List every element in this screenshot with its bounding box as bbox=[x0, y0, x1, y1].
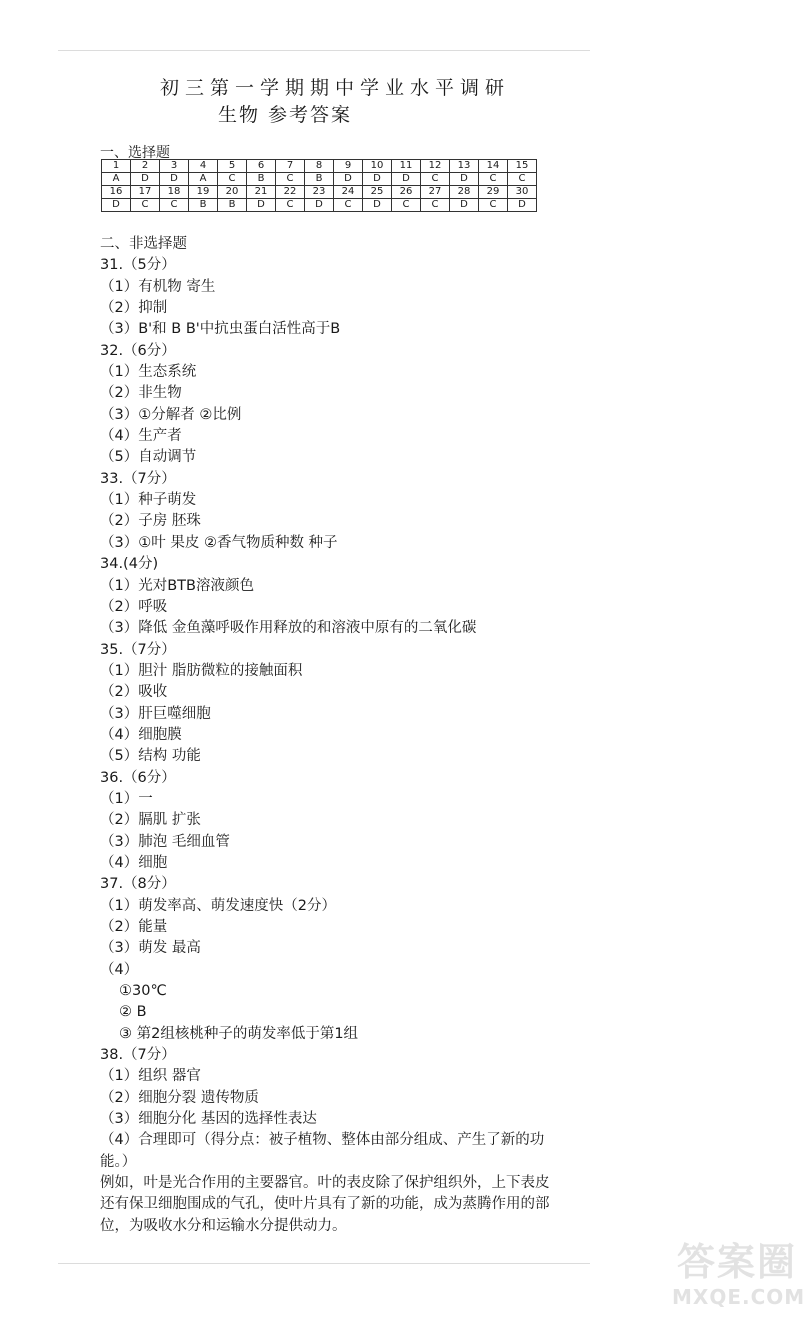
answer-line: 37.（8分） bbox=[100, 876, 176, 893]
answer-cell: D bbox=[450, 173, 479, 186]
answer-line: （2）非生物 bbox=[100, 385, 182, 402]
answer-cell: B bbox=[305, 173, 334, 186]
answer-cell: D bbox=[363, 199, 392, 212]
question-number-cell: 3 bbox=[160, 160, 189, 173]
answer-line: （5）自动调节 bbox=[100, 449, 197, 466]
answer-line: （1）生态系统 bbox=[100, 364, 197, 381]
answer-cell: D bbox=[102, 199, 131, 212]
page-title: 初三第一学期期中学业水平调研 bbox=[160, 77, 511, 99]
question-number-cell: 27 bbox=[421, 186, 450, 199]
answer-line: （1）组织 器官 bbox=[100, 1068, 201, 1085]
question-number-cell: 13 bbox=[450, 160, 479, 173]
answer-line: （5）结构 功能 bbox=[100, 748, 201, 765]
answer-line: （3）①叶 果皮 ②香气物质种数 种子 bbox=[100, 534, 338, 551]
watermark-logo: 答案圈 bbox=[676, 1240, 797, 1284]
answer-line: （1）光对BTB溶液颜色 bbox=[100, 577, 254, 594]
answers-body bbox=[100, 234, 560, 1237]
answer-cell: C bbox=[276, 173, 305, 186]
answer-line: （1）胆汁 脂肪微粒的接触面积 bbox=[100, 662, 303, 679]
answer-line: ② B bbox=[119, 1004, 147, 1021]
answer-line: （3）降低 金鱼藻呼吸作用释放的和溶液中原有的二氧化碳 bbox=[100, 620, 477, 637]
answer-cell: A bbox=[189, 173, 218, 186]
answer-paragraph: 例如，叶是光合作用的主要器官。叶的表皮除了保护组织外，上下表皮还有保卫细胞围成的气孔，使叶片具有了新的功能，成为蒸腾作用的部位，为吸收水分和运输水分提供动力。 bbox=[100, 1175, 550, 1234]
answer-line: （2）抑制 bbox=[100, 300, 168, 317]
question-number-cell: 7 bbox=[276, 160, 305, 173]
answer-line: （3）B'和 B B'中抗虫蛋白活性高于B bbox=[100, 321, 341, 338]
answer-line: （3）肺泡 毛细血管 bbox=[100, 833, 230, 850]
answer-line: （1）一 bbox=[100, 790, 153, 807]
answer-line: （4）细胞 bbox=[100, 854, 168, 871]
top-divider bbox=[58, 50, 590, 51]
answer-line: （1）萌发率高、萌发速度快（2分） bbox=[100, 897, 336, 914]
answer-cell: D bbox=[305, 199, 334, 212]
answer-cell: C bbox=[160, 199, 189, 212]
answer-cell: D bbox=[247, 199, 276, 212]
answer-line: （4） bbox=[100, 961, 139, 978]
question-number-cell: 10 bbox=[363, 160, 392, 173]
table-row bbox=[102, 199, 537, 212]
answer-cell: B bbox=[189, 199, 218, 212]
answer-line: 38.（7分） bbox=[100, 1047, 176, 1064]
question-number-cell: 9 bbox=[334, 160, 363, 173]
answer-cell: A bbox=[102, 173, 131, 186]
question-number-cell: 24 bbox=[334, 186, 363, 199]
watermark-site: MXQE.COM bbox=[672, 1285, 806, 1309]
answer-paragraph: （4）合理即可（得分点：被子植物、整体由部分组成、产生了新的功能。） bbox=[100, 1132, 545, 1170]
question-number-cell: 30 bbox=[508, 186, 537, 199]
answer-line: （3）①分解者 ②比例 bbox=[100, 406, 242, 423]
answer-line: 34.(4分) bbox=[100, 556, 159, 573]
answer-line: （2）细胞分裂 遗传物质 bbox=[100, 1089, 259, 1106]
answer-line: （2）膈肌 扩张 bbox=[100, 812, 201, 829]
answer-cell: D bbox=[450, 199, 479, 212]
question-number-cell: 6 bbox=[247, 160, 276, 173]
answer-cell: D bbox=[363, 173, 392, 186]
question-number-cell: 12 bbox=[421, 160, 450, 173]
table-row bbox=[102, 173, 537, 186]
answer-line: （4）细胞膜 bbox=[100, 726, 182, 743]
answer-line: （2）吸收 bbox=[100, 684, 168, 701]
answer-line: （3）萌发 最高 bbox=[100, 940, 201, 957]
answer-line: （1）有机物 寄生 bbox=[100, 278, 216, 295]
answer-table bbox=[101, 159, 537, 212]
answer-line: 35.（7分） bbox=[100, 641, 176, 658]
question-number-cell: 21 bbox=[247, 186, 276, 199]
question-number-cell: 22 bbox=[276, 186, 305, 199]
answer-cell: D bbox=[334, 173, 363, 186]
question-number-cell: 11 bbox=[392, 160, 421, 173]
answer-line: 33.（7分） bbox=[100, 470, 176, 487]
answer-cell: D bbox=[508, 199, 537, 212]
answer-cell: C bbox=[392, 199, 421, 212]
answer-cell: D bbox=[392, 173, 421, 186]
answer-line: ③ 第2组核桃种子的萌发率低于第1组 bbox=[119, 1025, 359, 1042]
question-number-cell: 25 bbox=[363, 186, 392, 199]
page-subtitle: 生物 参考答案 bbox=[218, 104, 353, 126]
answer-line: （2）呼吸 bbox=[100, 598, 168, 615]
answer-line: 二、非选择题 bbox=[100, 236, 187, 252]
answer-line: 32.（6分） bbox=[100, 342, 176, 359]
question-number-cell: 2 bbox=[131, 160, 160, 173]
answer-line: （3）细胞分化 基因的选择性表达 bbox=[100, 1111, 317, 1128]
answer-cell: C bbox=[479, 173, 508, 186]
question-number-cell: 8 bbox=[305, 160, 334, 173]
bottom-divider bbox=[58, 1263, 590, 1264]
table-row bbox=[102, 186, 537, 199]
question-number-cell: 18 bbox=[160, 186, 189, 199]
question-number-cell: 23 bbox=[305, 186, 334, 199]
question-number-cell: 4 bbox=[189, 160, 218, 173]
table-row bbox=[102, 160, 537, 173]
answer-line: （2）子房 胚珠 bbox=[100, 513, 201, 530]
answer-cell: C bbox=[334, 199, 363, 212]
answer-cell: C bbox=[479, 199, 508, 212]
answer-cell: D bbox=[160, 173, 189, 186]
answer-cell: B bbox=[218, 199, 247, 212]
question-number-cell: 1 bbox=[102, 160, 131, 173]
answer-cell: C bbox=[508, 173, 537, 186]
question-number-cell: 14 bbox=[479, 160, 508, 173]
watermark bbox=[672, 1240, 806, 1310]
answer-line: （3）肝巨噬细胞 bbox=[100, 705, 211, 722]
answer-line: （4）生产者 bbox=[100, 428, 182, 445]
answer-cell: C bbox=[131, 199, 160, 212]
question-number-cell: 20 bbox=[218, 186, 247, 199]
section-heading-choice: 一、选择题 bbox=[100, 145, 170, 161]
question-number-cell: 16 bbox=[102, 186, 131, 199]
answer-cell: D bbox=[131, 173, 160, 186]
question-number-cell: 19 bbox=[189, 186, 218, 199]
answer-cell: C bbox=[421, 199, 450, 212]
question-number-cell: 17 bbox=[131, 186, 160, 199]
answer-line: 36.（6分） bbox=[100, 769, 176, 786]
answer-line: 31.（5分） bbox=[100, 257, 176, 274]
answer-line: （2）能量 bbox=[100, 919, 168, 935]
question-number-cell: 15 bbox=[508, 160, 537, 173]
question-number-cell: 28 bbox=[450, 186, 479, 199]
answer-line: （1）种子萌发 bbox=[100, 492, 197, 509]
answer-cell: C bbox=[218, 173, 247, 186]
answer-line: ①30℃ bbox=[119, 983, 167, 1000]
answer-cell: C bbox=[276, 199, 305, 212]
answer-cell: B bbox=[247, 173, 276, 186]
question-number-cell: 29 bbox=[479, 186, 508, 199]
question-number-cell: 5 bbox=[218, 160, 247, 173]
question-number-cell: 26 bbox=[392, 186, 421, 199]
answer-cell: C bbox=[421, 173, 450, 186]
